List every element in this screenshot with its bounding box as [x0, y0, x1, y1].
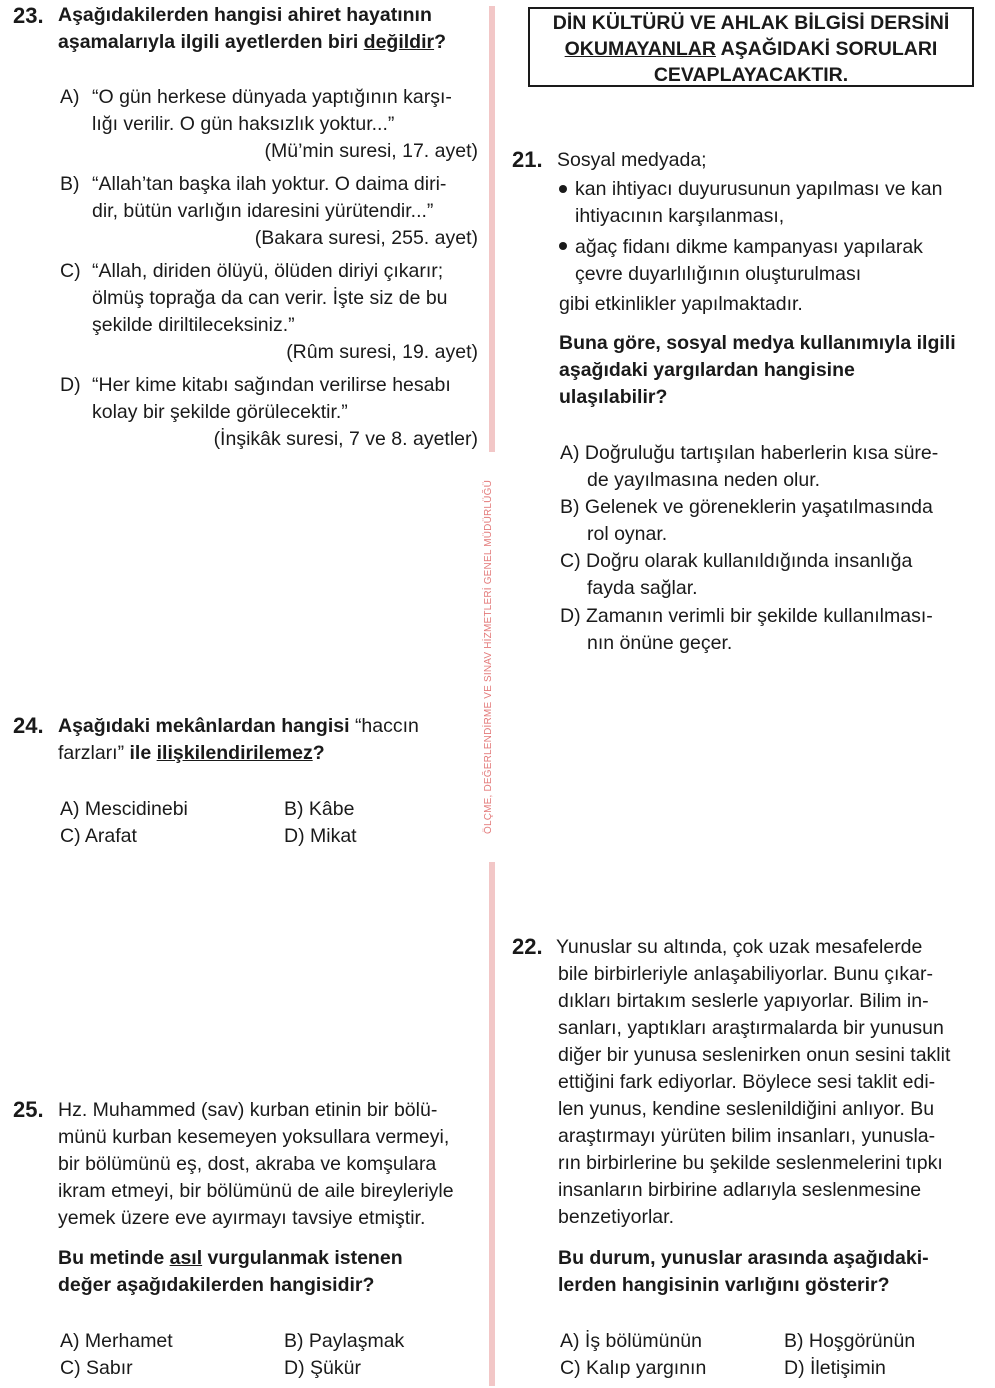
- option-b[interactable]: B) Gelenek ve göreneklerin yaşatılmasında: [560, 496, 933, 518]
- question-stem: değer aşağıdakilerden hangisidir?: [58, 1274, 375, 1296]
- question-text: insanların birbirine adlarıyla seslenmesine: [558, 1179, 922, 1201]
- option-c[interactable]: C) Sabır: [60, 1357, 133, 1379]
- question-number: 24.: [13, 713, 44, 738]
- notice-box: [528, 7, 974, 87]
- option-d[interactable]: D) Mikat: [284, 825, 357, 847]
- notice-line-3: CEVAPLAYACAKTIR.: [653, 64, 849, 86]
- emphasis-word: ilişkilendirilemez: [156, 742, 313, 764]
- option-d[interactable]: D) Zamanın verimli bir şekilde kullanılması-: [560, 605, 933, 627]
- question-number: 25.: [13, 1097, 44, 1122]
- notice-line-2: [530, 36, 972, 62]
- question-text: Sosyal medyada;: [557, 149, 707, 171]
- question-stem: aşamalarıyla ilgili ayetlerden biri değildir?: [58, 31, 446, 53]
- question-stem: Bu metinde asıl vurgulanmak istenen: [58, 1247, 403, 1269]
- option-label[interactable]: B): [60, 173, 80, 195]
- question-stem: aşağıdaki yargılardan hangisine: [559, 359, 855, 381]
- question-stem: Bu durum, yunuslar arasında aşağıdaki-: [558, 1247, 929, 1269]
- option-b-text: dir, bütün varlığın idaresini yürütendir...”: [92, 200, 434, 222]
- question-text: ettiğini fark ediyorlar. Böylece sesi taklit edi-: [558, 1071, 936, 1093]
- option-c-continued: fayda sağlar.: [587, 577, 698, 599]
- question-text: len yunus, kendine seslenildiğini anlıyor. Bu: [558, 1098, 935, 1120]
- question-text: bile birbirleriyle anlaşabiliyorlar. Bunu çıkar-: [558, 963, 933, 985]
- option-b[interactable]: B) Paylaşmak: [284, 1330, 405, 1352]
- notice-underlined-word: OKUMAYANLAR: [564, 38, 716, 60]
- question-text: bir bölümünü eş, dost, akraba ve komşulara: [58, 1153, 437, 1175]
- question-text: araştırmayı yürüten bilim insanları, yunusla-: [558, 1125, 936, 1147]
- option-c-text: şekilde diriltileceksiniz.”: [92, 314, 295, 336]
- option-c-reference: (Rûm suresi, 19. ayet): [286, 341, 478, 363]
- emphasis-word: değildir: [363, 31, 435, 53]
- column-divider-top: [489, 6, 495, 452]
- option-b[interactable]: B) Kâbe: [284, 798, 355, 820]
- question-stem: Buna göre, sosyal medya kullanımıyla ilgili: [559, 332, 956, 354]
- option-b-text: “Allah’tan başka ilah yoktur. O daima diri-: [92, 173, 447, 195]
- option-label[interactable]: A): [60, 86, 80, 108]
- emphasis-word: asıl: [169, 1247, 203, 1269]
- option-a[interactable]: A) Mescidinebi: [60, 798, 188, 820]
- bullet-text: kan ihtiyacı duyurusunun yapılması ve kan: [575, 178, 943, 200]
- question-text: diğer bir yunusa seslenirken onun sesini taklit: [558, 1044, 951, 1066]
- option-b-reference: (Bakara suresi, 255. ayet): [254, 227, 478, 249]
- question-text: sanları, yaptıkları araştırmalarda bir yunusun: [558, 1017, 944, 1039]
- question-number: 21.: [512, 147, 543, 172]
- option-b-continued: rol oynar.: [587, 523, 668, 545]
- watermark-text: ÖLÇME, DEĞERLENDİRME VE SINAV HİZMETLERİ GENEL MÜDÜRLÜĞÜ: [483, 479, 494, 835]
- option-b[interactable]: B) Hoşgörünün: [784, 1330, 916, 1352]
- option-a-continued: de yayılmasına neden olur.: [587, 469, 821, 491]
- question-number: 22.: [512, 934, 543, 959]
- option-a-text: “O gün herkese dünyada yaptığının karşı-: [92, 86, 452, 108]
- option-c[interactable]: C) Doğru olarak kullanıldığında insanlığa: [560, 550, 913, 572]
- option-a[interactable]: A) Merhamet: [60, 1330, 173, 1352]
- option-d-text: kolay bir şekilde görülecektir.”: [92, 401, 348, 423]
- bullet-icon: [559, 185, 567, 193]
- question-stem: ulaşılabilir?: [559, 386, 668, 408]
- option-d-continued: nın önüne geçer.: [587, 632, 733, 654]
- option-c[interactable]: C) Arafat: [60, 825, 137, 847]
- bullet-icon: [559, 242, 567, 250]
- bullet-text: çevre duyarlılığının oluşturulması: [575, 263, 862, 285]
- option-a-reference: (Mü’min suresi, 17. ayet): [264, 140, 478, 162]
- question-text: dıkları birtakım seslerle yapıyorlar. Bilim in-: [558, 990, 929, 1012]
- option-a[interactable]: A) Doğruluğu tartışılan haberlerin kısa süre-: [560, 442, 939, 464]
- bullet-text: ihtiyacının karşılanması,: [575, 205, 785, 227]
- question-stem: Aşağıdakilerden hangisi ahiret hayatının: [58, 4, 432, 26]
- option-d[interactable]: D) İletişimin: [784, 1357, 886, 1379]
- option-c-text: ölmüş toprağa da can verir. İşte siz de bu: [92, 287, 448, 309]
- notice-line-2-rest: AŞAĞIDAKİ SORULARI: [715, 38, 938, 60]
- option-d[interactable]: D) Şükür: [284, 1357, 361, 1379]
- option-label[interactable]: D): [60, 374, 81, 396]
- question-text: Hz. Muhammed (sav) kurban etinin bir bölü-: [58, 1099, 438, 1121]
- question-stem: farzları” ile ilişkilendirilemez?: [58, 742, 325, 764]
- option-c-text: “Allah, diriden ölüyü, ölüden diriyi çıkarır;: [92, 260, 444, 282]
- question-number: 23.: [13, 3, 44, 28]
- question-stem: lerden hangisinin varlığını gösterir?: [558, 1274, 890, 1296]
- option-d-text: “Her kime kitabı sağından verilirse hesabı: [92, 374, 451, 396]
- column-divider-bottom: [489, 862, 495, 1386]
- question-text: Yunuslar su altında, çok uzak mesafelerde: [556, 936, 923, 958]
- option-a[interactable]: A) İş bölümünün: [560, 1330, 702, 1352]
- question-text: gibi etkinlikler yapılmaktadır.: [559, 293, 803, 315]
- question-text: münü kurban kesemeyen yoksullara vermeyi,: [58, 1126, 450, 1148]
- question-text: benzetiyorlar.: [558, 1206, 674, 1228]
- question-text: ikram etmeyi, bir bölümünü de aile bireyleriyle: [58, 1180, 454, 1202]
- notice-line-1: DİN KÜLTÜRÜ VE AHLAK BİLGİSİ DERSİNİ: [552, 12, 950, 34]
- bullet-text: ağaç fidanı dikme kampanyası yapılarak: [575, 236, 923, 258]
- question-text: rın birbirlerine bu şekilde seslenmelerini tıpkı: [558, 1152, 943, 1174]
- option-d-reference: (İnşikâk suresi, 7 ve 8. ayetler): [213, 428, 478, 450]
- option-c[interactable]: C) Kalıp yargının: [560, 1357, 707, 1379]
- question-stem: Aşağıdaki mekânlardan hangisi “haccın: [58, 715, 419, 737]
- option-a-text: lığı verilir. O gün haksızlık yoktur...”: [92, 113, 395, 135]
- option-label[interactable]: C): [60, 260, 81, 282]
- question-text: yemek üzere eve ayırmayı tavsiye etmiştir.: [58, 1207, 426, 1229]
